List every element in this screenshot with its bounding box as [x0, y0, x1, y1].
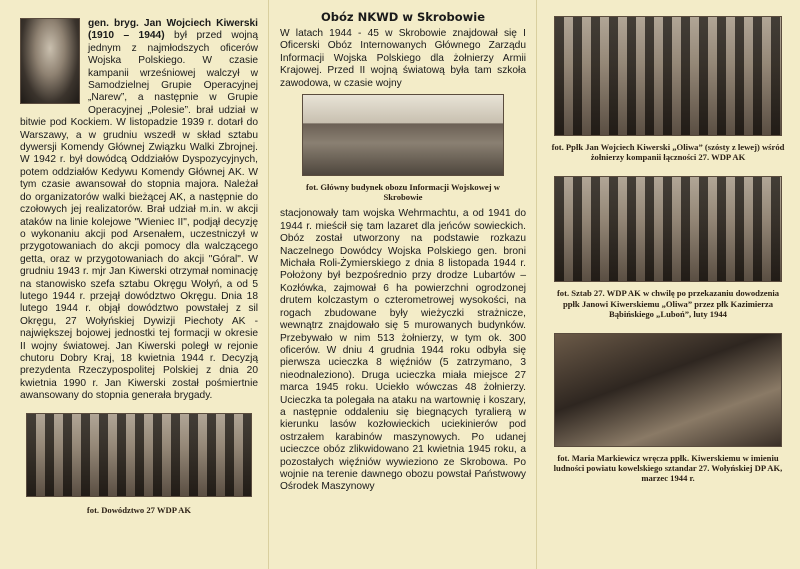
- staff-photo-caption: fot. Sztab 27. WDP AK w chwilę po przekazaniu dowodzenia ppłk Janowi Kiwerskiemu „Oliwa” przez płk Kazimierza Bąbińskiego „Luboń”, luty 1944: [556, 288, 780, 319]
- camp-building-photo: [302, 94, 504, 176]
- camp-title: Obóz NKWD w Skrobowie: [320, 10, 485, 24]
- banner-ceremony-photo: [554, 333, 782, 447]
- camp-text-bottom: stacjonowały tam wojska Wehrmachtu, a od 1941 do 1944 r. mieścił się tam lazaret dla jeńców sowieckich. Obóz został utworzony na podstawie rozkazu Naczelnego Dowódcy Wojska Polskiego gen. broni Michała Roli-Żymierskiego z dnia 8 listopada 1944 r. Położony był bezpośrednio przy drodze Lubartów – Kozłówka, zajmował 6 ha powierzchni ogrodzonej drutem kolczastym o czterometrowej wysokości, na rogach zbudowane były wieżyczki strażnicze, wewnątrz znajdowało się 5 murowanych budynków. Przebywało w nim 513 żołnierzy, w tym ok. 300 oficerów. W dniu 4 grudnia 1944 roku odbyła się pierwsza ucieczka 8 więźniów (5 zatrzymano, 3 nieodnaleziono). Druga ucieczka miała miejsce 27 marca 1945 roku. Uciekło wówczas 48 żołnierzy. Ucieczka ta polegała na ataku na wartownię i koszary, a następnie oddaleniu się biegnących tyralierą w kierunku lasów kozłowieckich uciekinierów pod ostrzałem karabinów maszynowych. Po udanej ucieczce obóz zlikwidowano 21 kwietnia 1945 roku, a pozostałych więźniów wywieziono ze Skrobowa. Po wojnie na terenie dawnego obozu powstał Państwowy Ośrodek Maszynowy: [280, 208, 526, 493]
- command-group-photo: [26, 413, 252, 497]
- staff-photo: [554, 176, 782, 282]
- panel-camp: [268, 0, 536, 569]
- signal-company-photo: [554, 16, 782, 136]
- panel-photos: [536, 0, 800, 569]
- command-photo-caption: fot. Dowództwo 27 WDP AK: [86, 504, 192, 515]
- camp-building-caption: fot. Główny budynek obozu Informacji Wojskowej w Skrobowie: [306, 182, 500, 203]
- biography-name: gen. bryg. Jan Wojciech Kiwerski (1910 – 1944): [88, 18, 258, 42]
- camp-text-top: W latach 1944 - 45 w Skrobowie znajdował się I Oficerski Obóz Internowanych Głównego Zarządu Informacji Wojska Polskiego dla żołnierzy Armii Krajowej. Przed II wojną światową była tam szkoła zawodowa, w czasie wojny: [280, 28, 526, 89]
- kiwerski-portrait-photo: [20, 18, 80, 104]
- signal-company-caption: fot. Ppłk Jan Wojciech Kiwerski „Oliwa” (szósty z lewej) wśród żołnierzy kompanii łączności 27. WDP AK: [551, 142, 785, 163]
- banner-ceremony-caption: fot. Maria Markiewicz wręcza ppłk. Kiwerskiemu w imieniu ludności powiatu kowelskiego sztandar 27. Wołyńskiej DP AK, marzec 1944 r.: [553, 453, 783, 484]
- biography-body: był przed wojną jednym z najmłodszych oficerów Wojska Polskiego. W czasie kampanii wrześniowej walczył w Samodzielnej Grupie Operacyjnej „Narew”, a następnie w Grupie Operacyjnej „Polesie”. brał udział w bitwie pod Kockiem. W listopadzie 1939 r. dotarł do Warszawy, a w grudniu wszedł w skład sztabu dywersji Komendy Głównej Związku Walki Zbrojnej. W 1942 r. był dowódcą Oddziałów Dyspozycyjnych, potem oddziałów Kedywu Komendy Głównej AK. W tym czasie awansował do stopnia majora. Należał do organizatorów walki bieżącej AK, a następnie do czołowych jej realizatorów. Brał udział m.in. w akcji ataków na linie kolejowe "Wieniec II", podjął decyzję o wykonaniu akcji pod Arsenałem, uczestniczył w przygotowaniach do akcji pomocy dla walczącego getta, oraz w przygotowaniach do akcji "Góral". W grudniu 1943 r. mjr Jan Kiwerski otrzymał nominację na stanowisko szefa sztabu Okręgu Wołyń, a od 5 lutego 1944 r. przejął dowództwo Okręgu. Dnia 18 lutego 1944 r. objął dowództwo powstałej z sil Okręgu, 27 Wołyńskiej Dywizji Piechoty AK - największej bojowej jednostki tej formacji w okresie II wojny światowej. Jan Kiwerski poległ w rejonie chutoru Dobry Kraj, 18 kwietnia 1944 r. Decyzją prezydenta Rzeczypospolitej Polskiej z dnia 20 kwietnia 1990 r. Jan Kiwerski został pośmiertnie awansowany do stopnia generała brygady.: [20, 30, 258, 402]
- panel-biography: [0, 0, 268, 569]
